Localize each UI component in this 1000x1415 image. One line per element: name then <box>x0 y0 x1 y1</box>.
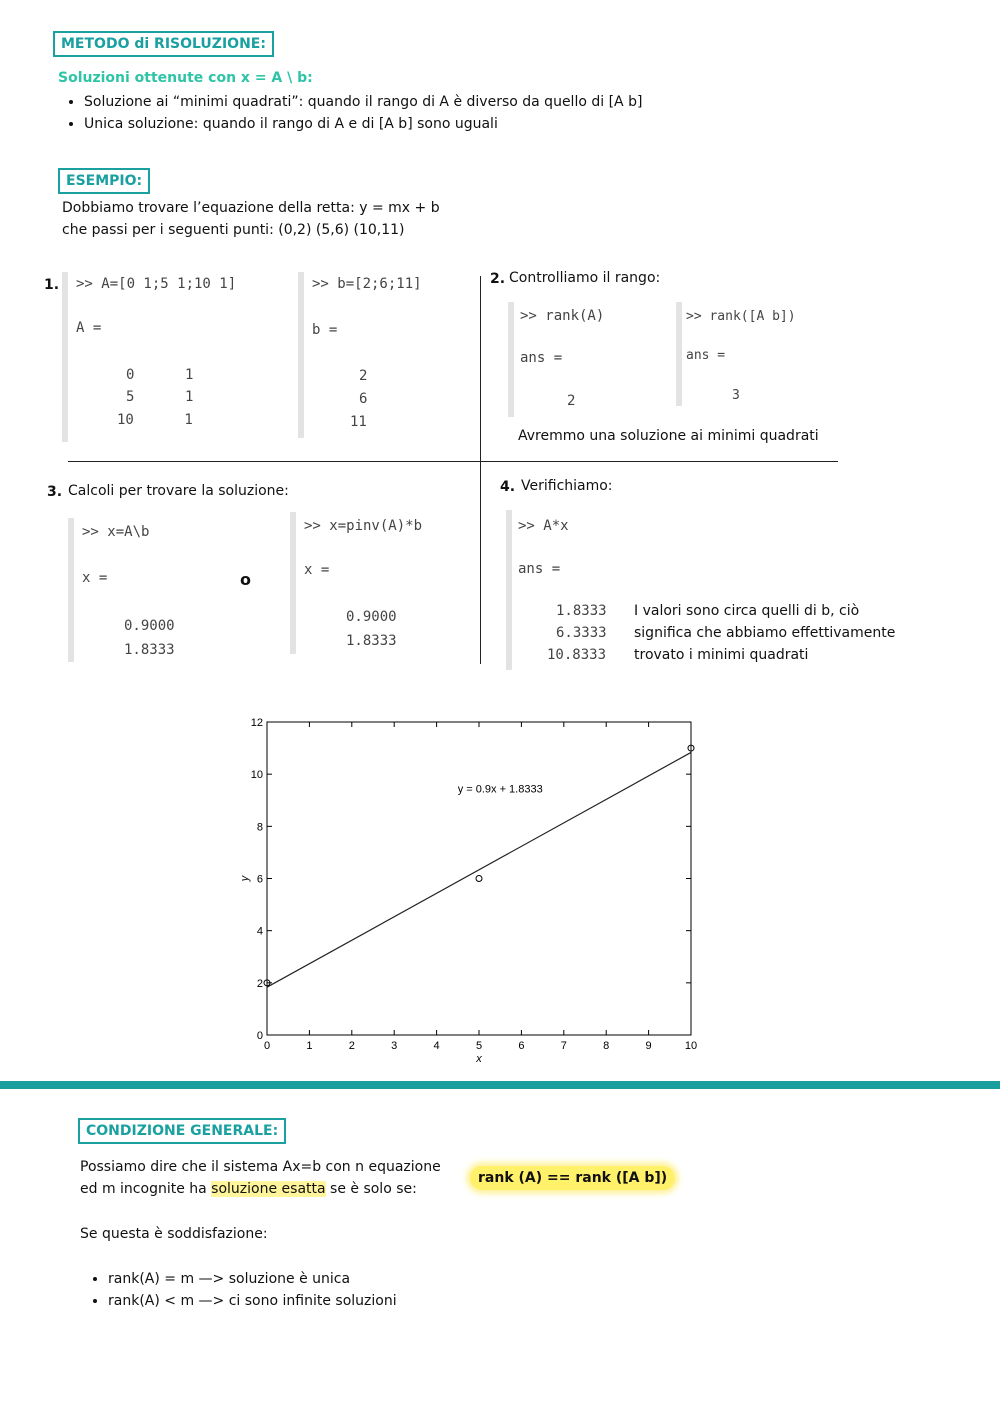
matrix-row: 0 1 <box>126 367 194 383</box>
note-line: significa che abbiamo effettivamente <box>634 625 896 641</box>
y-tick-label: 10 <box>250 769 263 782</box>
vector-row: 6.3333 <box>556 625 607 641</box>
code-command: >> b=[2;6;11] <box>312 276 422 292</box>
y-tick-label: 2 <box>256 977 263 990</box>
example-title: ESEMPIO: <box>58 168 150 194</box>
code-variable: A = <box>76 320 102 336</box>
code-variable: ans = <box>686 348 726 363</box>
fit-equation-annotation: y = 0.9x + 1.8333 <box>457 783 543 796</box>
vector-row: 11 <box>350 414 367 430</box>
step-2-note: Avremmo una soluzione ai minimi quadrati <box>518 428 819 444</box>
divider-horizontal <box>68 461 838 462</box>
step-2-number: 2. <box>490 271 506 287</box>
code-variable: ans = <box>520 350 563 366</box>
example-line-2: che passi per i seguenti punti: (0,2) (5,6) (10,11) <box>62 222 405 238</box>
general-line-2 <box>80 1181 417 1197</box>
x-tick-label: 8 <box>603 1040 610 1052</box>
plot-frame <box>267 722 691 1035</box>
code-block-rank-ab <box>676 302 832 406</box>
rank-condition-formula: rank (A) == rank ([A b]) <box>470 1166 675 1190</box>
y-tick-label: 0 <box>256 1030 263 1042</box>
general-bullet-list <box>82 1268 397 1312</box>
list-item: • Soluzione ai “minimi quadrati”: quando il rango di A è diverso da quello di [A b] <box>84 91 642 113</box>
y-tick-label: 4 <box>256 925 263 938</box>
list-item: • Unica soluzione: quando il rango di A e di [A b] sono uguali <box>84 113 642 135</box>
x-tick-label: 6 <box>518 1040 525 1052</box>
step-4-note <box>634 600 895 666</box>
step-1-number: 1. <box>44 277 60 293</box>
code-variable: x = <box>82 570 108 586</box>
divider-vertical <box>480 276 481 664</box>
y-axis-label: y <box>239 875 251 882</box>
note-line: trovato i minimi quadrati <box>634 647 809 663</box>
least-squares-chart <box>230 710 720 1070</box>
code-result: 3 <box>732 388 740 403</box>
code-block-pinv <box>290 512 466 654</box>
code-command: >> A=[0 1;5 1;10 1] <box>76 276 237 292</box>
code-command: >> x=pinv(A)*b <box>304 518 423 534</box>
x-tick-label: 5 <box>475 1040 483 1052</box>
vector-row: 0.9000 <box>346 609 397 625</box>
code-command: >> rank([A b]) <box>686 309 796 324</box>
code-block-backslash <box>68 518 224 662</box>
step-3-number: 3. <box>47 484 63 500</box>
y-tick-label: 12 <box>250 717 263 729</box>
x-tick-label: 0 <box>263 1040 271 1052</box>
step-4-label: Verifichiamo: <box>521 478 613 494</box>
x-tick-label: 1 <box>306 1040 313 1052</box>
section-divider-band <box>0 1081 1000 1089</box>
data-point <box>476 876 482 882</box>
matrix-row: 5 1 <box>126 389 194 405</box>
x-tick-label: 3 <box>391 1040 398 1052</box>
example-line-1: Dobbiamo trovare l’equazione della retta: y = mx + b <box>62 200 440 216</box>
code-block-b <box>298 272 464 438</box>
vector-row: 6 <box>359 391 368 407</box>
code-variable: b = <box>312 322 338 338</box>
x-tick-label: 4 <box>433 1040 440 1052</box>
x-axis-label: x <box>476 1053 482 1065</box>
or-connector: o <box>240 570 251 589</box>
code-command: >> rank(A) <box>520 308 605 324</box>
vector-row: 1.8333 <box>124 642 175 658</box>
matrix-row: 10 1 <box>117 412 193 428</box>
code-block-rank-a <box>508 302 664 417</box>
vector-row: 1.8333 <box>346 633 397 649</box>
method-title: METODO di RISOLUZIONE: <box>53 31 274 57</box>
code-block-verify <box>506 510 624 670</box>
step-2-label: Controlliamo il rango: <box>509 270 661 286</box>
method-bullet-list <box>58 91 642 135</box>
vector-row: 2 <box>359 368 368 384</box>
vector-row: 0.9000 <box>124 618 175 634</box>
code-command: >> x=A\b <box>82 524 150 540</box>
list-item: • rank(A) < m —> ci sono infinite soluzioni <box>108 1290 397 1312</box>
vector-row: 1.8333 <box>556 603 607 619</box>
code-block-a <box>62 272 288 442</box>
x-tick-label: 2 <box>348 1040 355 1052</box>
x-tick-label: 9 <box>645 1040 652 1052</box>
general-line-3: Se questa è soddisfazione: <box>80 1226 268 1242</box>
y-tick-label: 8 <box>256 821 263 834</box>
code-variable: x = <box>304 562 330 578</box>
vector-row: 10.8333 <box>547 647 607 663</box>
list-item: • rank(A) = m —> soluzione è unica <box>108 1268 397 1290</box>
x-tick-label: 10 <box>684 1040 698 1052</box>
general-line-2-start: ed m incognite ha <box>80 1181 212 1197</box>
y-tick-label: 6 <box>256 873 263 886</box>
general-line-1: Possiamo dire che il sistema Ax=b con n equazione <box>80 1159 441 1175</box>
code-variable: ans = <box>518 561 561 577</box>
code-command: >> A*x <box>518 518 569 534</box>
method-subtitle: Soluzioni ottenute con x = A \ b: <box>58 70 313 86</box>
step-4-number: 4. <box>500 479 516 495</box>
x-tick-label: 7 <box>560 1040 567 1052</box>
note-line: I valori sono circa quelli di b, ciò <box>634 603 860 619</box>
step-3-label: Calcoli per trovare la soluzione: <box>68 483 289 499</box>
general-line-2-end: se è solo se: <box>325 1181 417 1197</box>
highlight-exact-solution: soluzione esatta <box>211 1181 326 1197</box>
code-result: 2 <box>567 393 576 409</box>
general-title: CONDIZIONE GENERALE: <box>78 1118 286 1144</box>
